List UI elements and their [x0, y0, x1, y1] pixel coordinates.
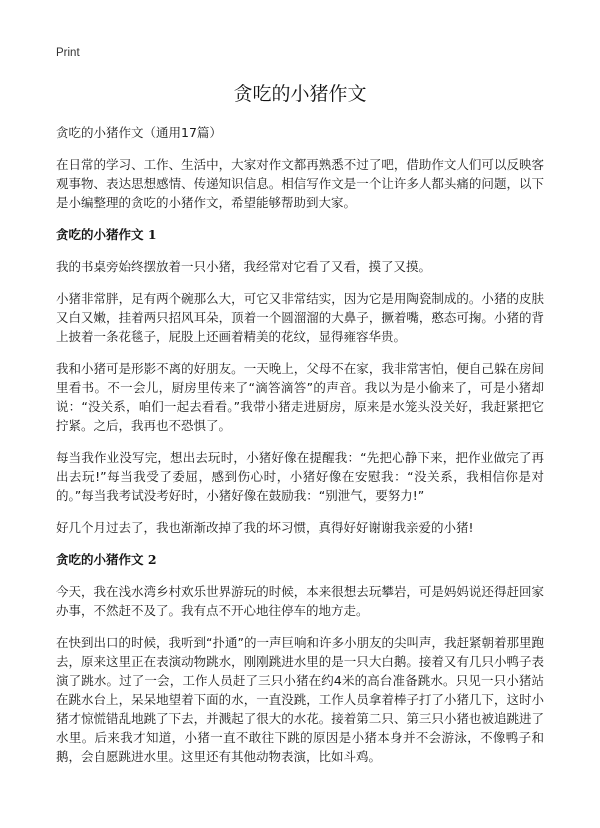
body-paragraph: 今天，我在浅水湾乡村欢乐世界游玩的时候，本来很想去玩攀岩，可是妈妈说还得赶回家办事，不然赶不及了。我有点不开心地往停车的地方走。 — [56, 584, 544, 618]
body-paragraph: 每当我作业没写完，想出去玩时，小猪好像在提醒我：“先把心静下来，把作业做完了再出去玩!”每当我受了委屈，感到伤心时，小猪好像在安慰我：“没关系，我相信你是对的。”每当我考试没考好时，小猪好像在鼓励我：“别泄气，要努力!” — [56, 450, 544, 503]
section-heading: 贪吃的小猪作文 1 — [56, 227, 157, 242]
page-title: 贪吃的小猪作文 — [233, 83, 367, 105]
document-subtitle: 贪吃的小猪作文（通用17篇） — [56, 125, 222, 140]
body-paragraph: 我和小猪可是形影不离的好朋友。一天晚上，父母不在家，我非常害怕，便自己躲在房间里看书。不一会儿，厨房里传来了“滴答滴答”的声音。我以为是小偷来了，可是小猪却说：“没关系，咱们一起去看看。”我带小猪走进厨房，原来是水笼头没关好，我赶紧把它拧紧。之后，我再也不恐惧了。 — [56, 361, 544, 433]
body-paragraph: 小猪非常胖，足有两个碗那么大，可它又非常结实，因为它是用陶瓷制成的。小猪的皮肤又白又嫩，挂着两只招风耳朵，顶着一个圆溜溜的大鼻子，撅着嘴，憨态可掬。小猪的背上披着一条花毯子，屁股上还画着精美的花纹，显得雍容华贵。 — [56, 291, 544, 344]
intro-paragraph: 在日常的学习、工作、生活中，大家对作文都再熟悉不过了吧，借助作文人们可以反映客观事物、表达思想感情、传递知识信息。相信写作文是一个让许多人都头痛的问题，以下是小编整理的贪吃的小猪作文，希望能够帮助到大家。 — [56, 157, 544, 210]
section-heading: 贪吃的小猪作文 2 — [56, 552, 157, 567]
body-paragraph: 在快到出口的时候，我听到“扑通”的一声巨响和许多小朋友的尖叫声，我赶紧朝着那里跑去，原来这里正在表演动物跳水，刚刚跳进水里的是一只大白鹅。接着又有几只小鸭子表演了跳水。过了一会，工作人员赶了三只小猪在约4米的高台准备跳水。只见一只小猪站在跳水台上，呆呆地望着下面的水，一直没跳，工作人员拿着棒子打了小猪几下，这时小猪才惊慌错乱地跳了下去，并溅起了很大的水花。接着第二只、第三只小猪也被追跳进了水里。后来我才知道，小猪一直不敢往下跳的原因是小猪本身并不会游泳，不像鸭子和鹅，会自愿跳进水里。这里还有其他动物表演，比如斗鸡。 — [56, 635, 544, 764]
body-paragraph: 好几个月过去了，我也渐渐改掉了我的坏习惯，真得好好谢谢我亲爱的小猪! — [56, 520, 474, 535]
print-label[interactable]: Print — [56, 47, 80, 59]
body-paragraph: 我的书桌旁始终摆放着一只小猪，我经常对它看了又看，摸了又摸。 — [56, 259, 432, 274]
